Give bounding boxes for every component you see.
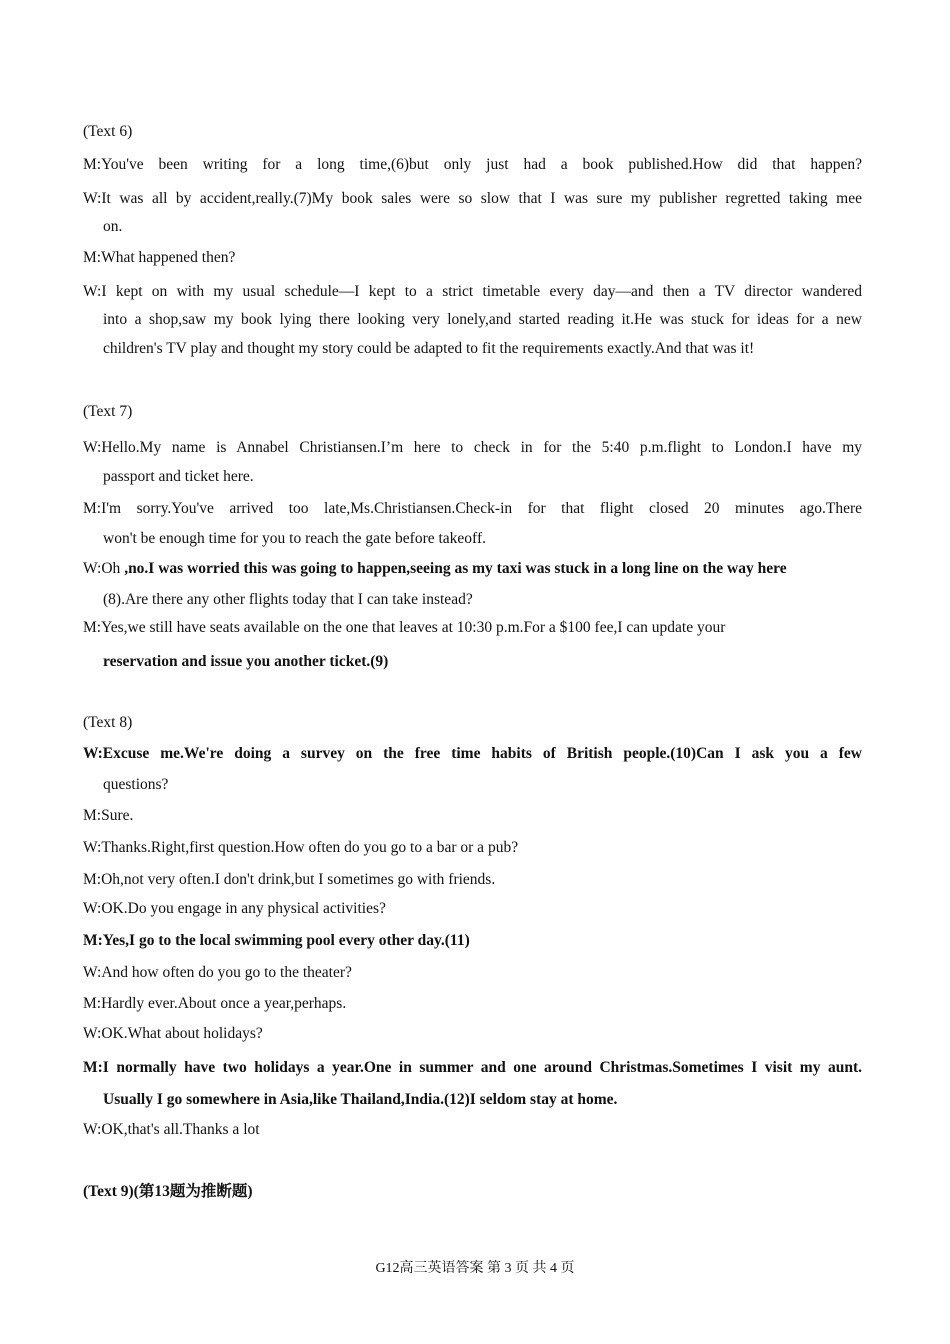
text6-heading: (Text 6)	[83, 123, 133, 140]
text7-line-w1: W:Hello.My name is Annabel Christiansen.I’m here to check in for the 5:40 p.m.flight to London.I have my	[83, 439, 862, 456]
text8-line-w4: W:And how often do you go to the theater?	[83, 964, 352, 981]
text6-line-w1: W:It was all by accident,really.(7)My book sales were so slow that I was sure my publisher regretted taking mee	[83, 190, 862, 207]
text6-line-w2-cont2: children's TV play and thought my story could be adapted to fit the requirements exactly.And that was it!	[103, 340, 755, 357]
text8-line-w5: W:OK.What about holidays?	[83, 1025, 263, 1042]
text6-line-w1-cont: on.	[103, 218, 123, 235]
text7-line-w1-cont: passport and ticket here.	[103, 468, 254, 485]
text7-line-m1-cont: won't be enough time for you to reach the gate before takeoff.	[103, 530, 486, 547]
text8-line-m5-cont: Usually I go somewhere in Asia,like Thailand,India.(12)I seldom stay at home.	[103, 1091, 618, 1108]
text8-line-m4: M:Hardly ever.About once a year,perhaps.	[83, 995, 347, 1012]
text7-line-m2-cont: reservation and issue you another ticket.(9)	[103, 653, 389, 670]
text8-line-m1: M:Sure.	[83, 807, 134, 824]
text8-line-w1: W:Excuse me.We're doing a survey on the free time habits of British people.(10)Can I ask you a few	[83, 745, 862, 762]
text9-heading: (Text 9)(第13题为推断题)	[83, 1183, 253, 1200]
text8-line-m3: M:Yes,I go to the local swimming pool every other day.(11)	[83, 932, 470, 949]
text7-line-w2	[83, 559, 787, 579]
text6-line-m1: M:You've been writing for a long time,(6)but only just had a book published.How did that happen?	[83, 156, 862, 173]
text7-heading: (Text 7)	[83, 403, 133, 420]
text8-line-w3: W:OK.Do you engage in any physical activities?	[83, 900, 386, 917]
text8-line-w1-cont: questions?	[103, 776, 169, 793]
text7-line-w2-bold: ,no.I was worried this was going to happen,seeing as my taxi was stuck in a long line on the way here	[124, 560, 787, 577]
text8-heading: (Text 8)	[83, 714, 133, 731]
text7-line-m1: M:I'm sorry.You've arrived too late,Ms.Christiansen.Check-in for that flight closed 20 minutes ago.There	[83, 500, 862, 517]
text7-line-w2-speaker: W:Oh	[83, 560, 121, 577]
text8-line-m5: M:I normally have two holidays a year.One in summer and one around Christmas.Sometimes I visit my aunt.	[83, 1059, 862, 1076]
text8-line-m2: M:Oh,not very often.I don't drink,but I sometimes go with friends.	[83, 871, 496, 888]
text8-line-w2: W:Thanks.Right,first question.How often do you go to a bar or a pub?	[83, 839, 519, 856]
text8-line-w6: W:OK,that's all.Thanks a lot	[83, 1121, 260, 1138]
text6-line-w2: W:I kept on with my usual schedule—I kept to a strict timetable every day—and then a TV director wandered	[83, 283, 862, 300]
text6-line-w2-cont1: into a shop,saw my book lying there looking very lonely,and started reading it.He was stuck for ideas for a new	[103, 311, 862, 328]
page-footer: G12高三英语答案 第 3 页 共 4 页	[375, 1261, 575, 1276]
text6-line-m2: M:What happened then?	[83, 249, 236, 266]
text7-line-w2-cont: (8).Are there any other flights today that I can take instead?	[103, 591, 473, 608]
text7-line-m2: M:Yes,we still have seats available on the one that leaves at 10:30 p.m.For a $100 fee,I can update your	[83, 619, 726, 636]
